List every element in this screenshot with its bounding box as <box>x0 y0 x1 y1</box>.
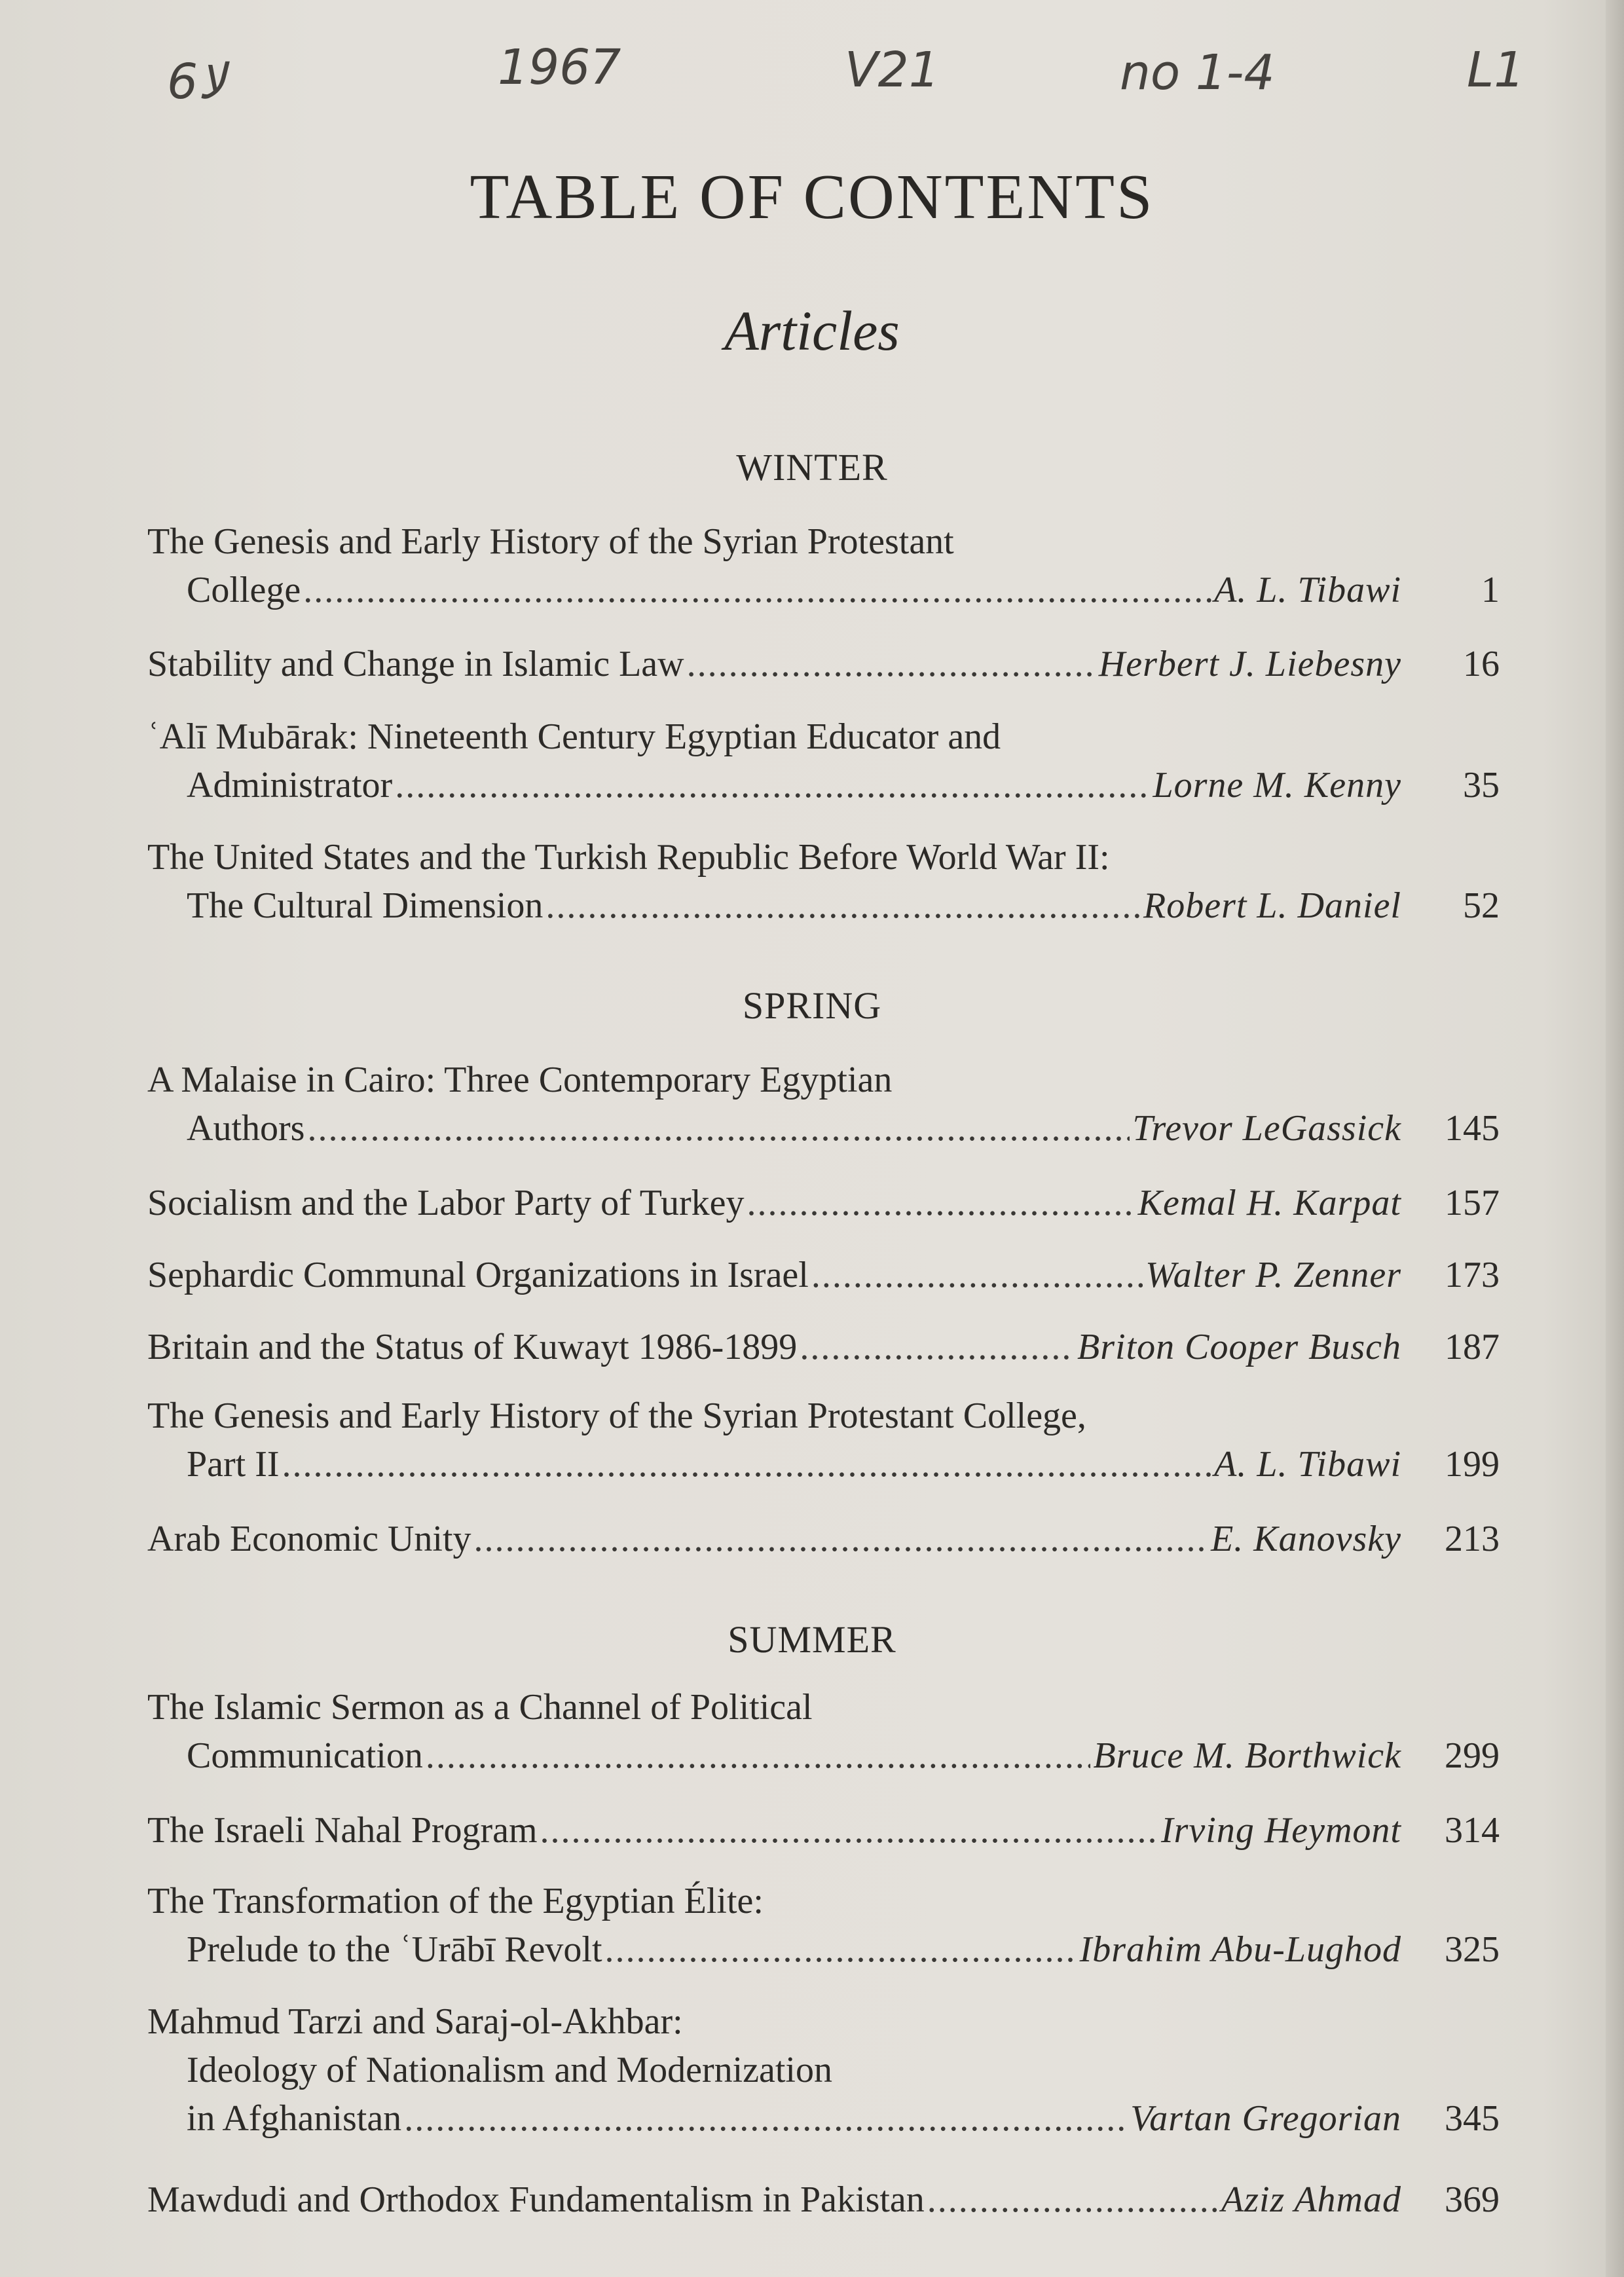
entry-page-number: 157 <box>1445 1183 1500 1223</box>
toc-entry <box>147 1392 1500 1489</box>
entry-last-line <box>147 1104 1500 1153</box>
entry-author: Ibrahim Abu-Lughod <box>1079 1929 1401 1970</box>
toc-entry <box>147 1683 1500 1780</box>
entry-last-line <box>147 1440 1500 1489</box>
dot-leader <box>474 1515 1209 1563</box>
entry-title-line: The Israeli Nahal Program <box>147 1810 538 1851</box>
entry-last-line <box>147 1925 1500 1974</box>
section-heading-winter: WINTER <box>736 446 888 489</box>
entry-author: E. Kanovsky <box>1211 1519 1401 1559</box>
page-title: TABLE OF CONTENTS <box>470 162 1154 232</box>
entry-title-line: The Cultural Dimension <box>187 885 544 926</box>
entry-last-line <box>147 566 1500 614</box>
entry-author: Vartan Gregorian <box>1130 2098 1401 2139</box>
toc-entry <box>147 1515 1500 1563</box>
entry-author: Bruce M. Borthwick <box>1093 1735 1401 1776</box>
entry-author: Robert L. Daniel <box>1143 885 1401 926</box>
entry-last-line <box>147 2175 1500 2224</box>
entry-page-number: 16 <box>1463 644 1500 684</box>
dot-leader <box>811 1251 1143 1299</box>
handwritten-note: L1 <box>1467 42 1525 98</box>
entry-author: A. L. Tibawi <box>1214 570 1401 610</box>
dot-leader <box>404 2094 1128 2143</box>
entry-last-line <box>147 1179 1500 1227</box>
entry-page-number: 1 <box>1481 570 1500 610</box>
entry-page-number: 314 <box>1445 1810 1500 1851</box>
toc-entry <box>147 1056 1500 1153</box>
handwritten-notes <box>0 39 1624 131</box>
section-heading-summer: SUMMER <box>728 1618 896 1661</box>
entry-title-line: Ideology of Nationalism and Modernization <box>187 2050 832 2090</box>
entry-page-number: 52 <box>1463 885 1500 926</box>
dot-leader <box>545 881 1141 930</box>
entry-title-line: The United States and the Turkish Republic Before World War II: <box>147 837 1110 878</box>
entry-title-line: College <box>187 570 301 610</box>
dot-leader <box>303 566 1211 614</box>
entry-last-line <box>147 1806 1500 1855</box>
entry-page-number: 369 <box>1445 2179 1500 2220</box>
entry-last-line <box>147 1323 1500 1371</box>
dot-leader <box>395 761 1150 809</box>
handwritten-note: no 1-4 <box>1120 45 1275 101</box>
entry-title-line: Mahmud Tarzi and Saraj-ol-Akhbar: <box>147 2001 683 2042</box>
dot-leader <box>307 1104 1130 1153</box>
toc-entry <box>147 640 1500 688</box>
toc-entry <box>147 1877 1500 1974</box>
entry-title-line: Britain and the Status of Kuwayt 1986-1899 <box>147 1327 798 1367</box>
dot-leader <box>282 1440 1212 1489</box>
entry-author: Kemal H. Karpat <box>1137 1183 1401 1223</box>
toc-entry <box>147 713 1500 809</box>
entry-author: Herbert J. Liebesny <box>1098 644 1401 684</box>
entry-title-line: A Malaise in Cairo: Three Contemporary Egyptian <box>147 1060 893 1100</box>
entry-title-line: Arab Economic Unity <box>147 1519 471 1559</box>
entry-title-line: The Genesis and Early History of the Syrian Protestant <box>147 521 954 562</box>
dot-leader <box>540 1806 1158 1855</box>
toc-entry <box>147 1806 1500 1855</box>
entry-page-number: 173 <box>1445 1255 1500 1295</box>
entry-last-line <box>147 1731 1500 1780</box>
entry-page-number: 199 <box>1445 1444 1500 1485</box>
entry-title-line: Authors <box>187 1108 305 1149</box>
entry-page-number: 213 <box>1445 1519 1500 1559</box>
entry-page-number: 345 <box>1445 2098 1500 2139</box>
entry-title-line: The Islamic Sermon as a Channel of Political <box>147 1687 813 1728</box>
entry-title-line: Sephardic Communal Organizations in Israel <box>147 1255 809 1295</box>
toc-entry <box>147 1997 1500 2143</box>
entry-title-line: in Afghanistan <box>187 2098 402 2139</box>
entry-author: Lorne M. Kenny <box>1153 765 1401 805</box>
entry-last-line <box>147 1515 1500 1563</box>
entry-page-number: 299 <box>1445 1735 1500 1776</box>
dot-leader <box>426 1731 1091 1780</box>
toc-entry <box>147 517 1500 614</box>
entry-title-line: Socialism and the Labor Party of Turkey <box>147 1183 745 1223</box>
entry-title-line: The Transformation of the Egyptian Élite: <box>147 1881 764 1921</box>
entry-title-line: The Genesis and Early History of the Syrian Protestant College, <box>147 1396 1086 1436</box>
page-subtitle: Articles <box>724 299 900 362</box>
dot-leader <box>800 1323 1075 1371</box>
entry-title-line: Mawdudi and Orthodox Fundamentalism in Pakistan <box>147 2179 925 2220</box>
entry-last-line <box>147 2094 1500 2143</box>
entry-title-line: Prelude to the ʿUrābī Revolt <box>187 1929 602 1970</box>
entry-author: A. L. Tibawi <box>1214 1444 1401 1485</box>
handwritten-note: ﻻ6 <box>167 54 226 110</box>
entry-author: Aziz Ahmad <box>1221 2179 1401 2220</box>
handwritten-note: V21 <box>845 42 940 98</box>
dot-leader <box>605 1925 1077 1974</box>
entry-last-line <box>147 640 1500 688</box>
dot-leader <box>687 640 1096 688</box>
entry-title-line: Communication <box>187 1735 423 1776</box>
toc-entry <box>147 1179 1500 1227</box>
entry-last-line <box>147 761 1500 809</box>
entry-title-line: Part II <box>187 1444 280 1485</box>
entry-last-line <box>147 1251 1500 1299</box>
entry-author: Irving Heymont <box>1160 1810 1401 1851</box>
entry-page-number: 35 <box>1463 765 1500 805</box>
handwritten-note: 1967 <box>498 39 621 96</box>
entry-author: Briton Cooper Busch <box>1077 1327 1401 1367</box>
entry-last-line <box>147 881 1500 930</box>
dot-leader <box>927 2175 1219 2224</box>
entry-page-number: 325 <box>1445 1929 1500 1970</box>
entry-page-number: 145 <box>1445 1108 1500 1149</box>
entry-author: Walter P. Zenner <box>1145 1255 1401 1295</box>
entry-title-line: Administrator <box>187 765 393 805</box>
toc-entry <box>147 833 1500 930</box>
entry-title-line: ʿAlī Mubārak: Nineteenth Century Egyptian Educator and <box>147 716 1001 757</box>
toc-entry <box>147 1323 1500 1371</box>
dot-leader <box>747 1179 1135 1227</box>
entry-title-line: Stability and Change in Islamic Law <box>147 644 684 684</box>
entry-page-number: 187 <box>1445 1327 1500 1367</box>
toc-entry <box>147 2175 1500 2224</box>
entry-author: Trevor LeGassick <box>1132 1108 1401 1149</box>
section-heading-spring: SPRING <box>742 984 882 1027</box>
toc-entry <box>147 1251 1500 1299</box>
